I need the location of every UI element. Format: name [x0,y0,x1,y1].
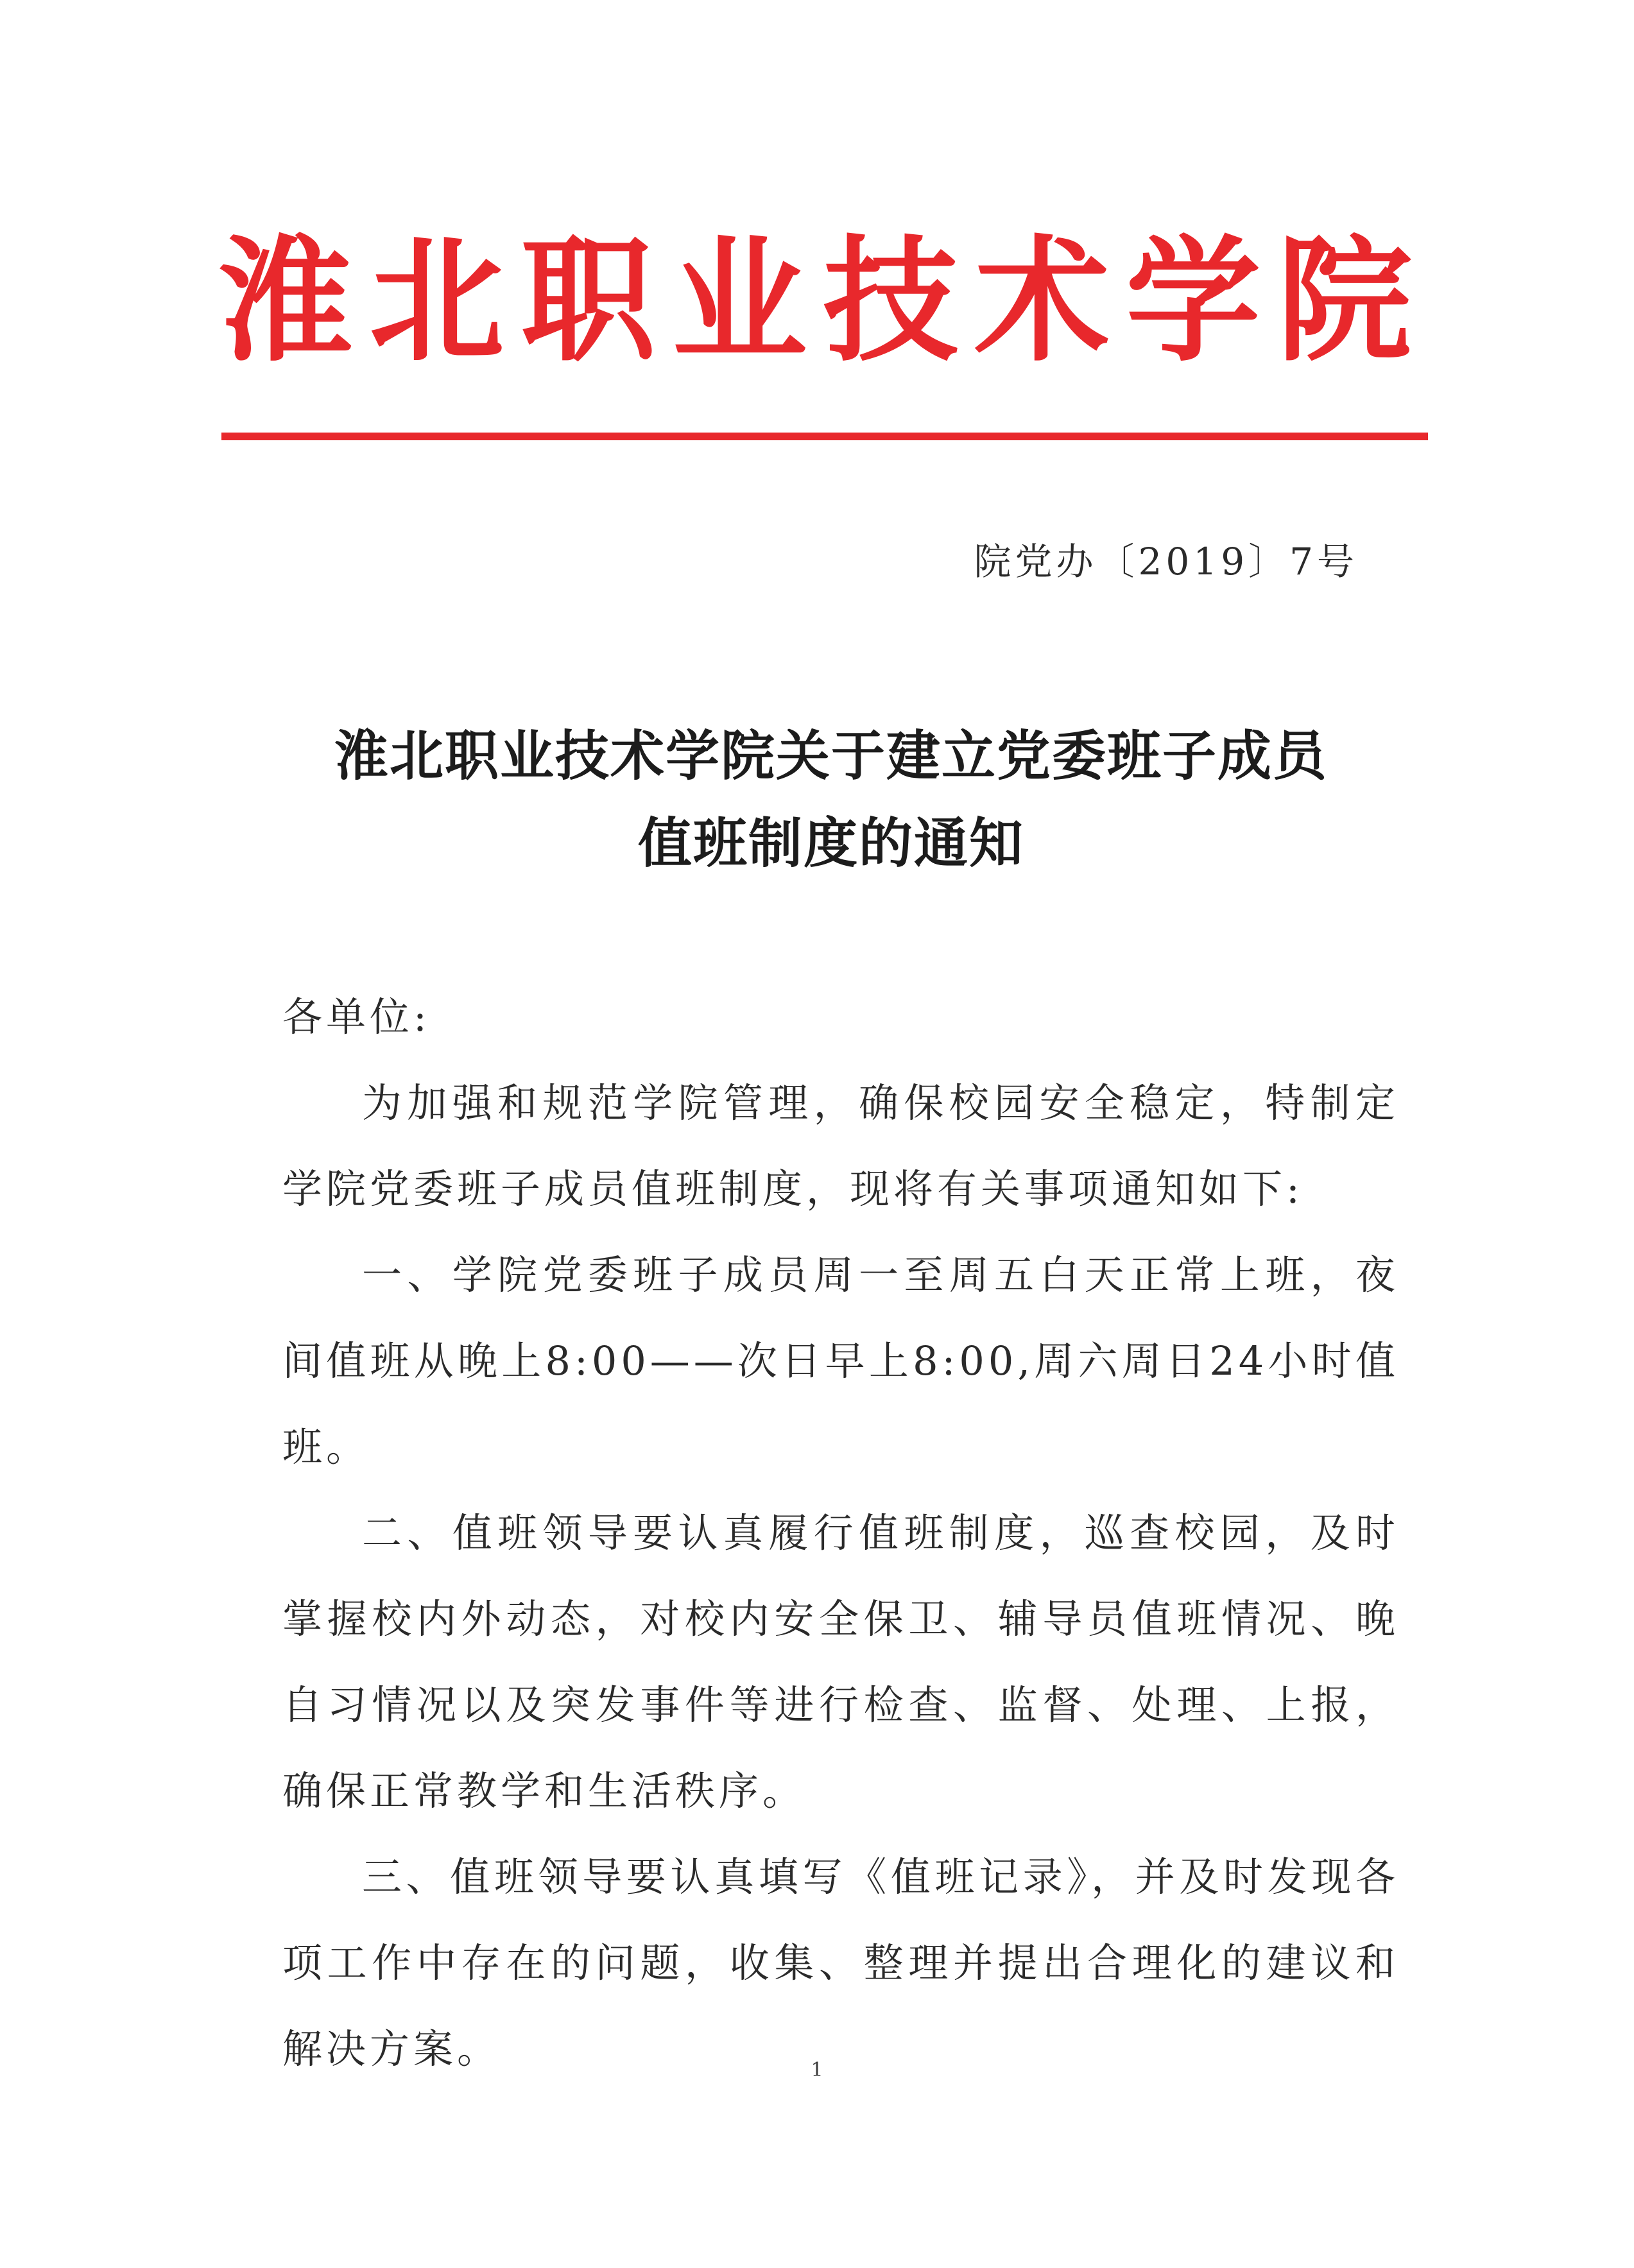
red-divider-line [221,433,1428,440]
masthead-char: 院 [1277,223,1412,380]
masthead-char: 淮 [218,223,354,380]
title-line: 淮北职业技术学院关于建立党委班子成员 [334,724,1328,787]
masthead-char: 技 [823,223,958,380]
page-number: 1 [811,2059,823,2081]
document-title [193,712,1470,887]
body-paragraph: 为加强和规范学院管理，确保校园安全稳定，特制定学院党委班子成员值班制度，现将有关事项通知如下: [282,1079,1399,1212]
masthead-char: 业 [672,223,807,380]
salutation: 各单位: [282,993,431,1040]
body-paragraph: 一、学院党委班子成员周一至周五白天正常上班，夜间值班从晚上8:00——次日早上8:00,周六周日24小时值班。 [282,1251,1399,1470]
institution-masthead [218,218,1412,385]
document-number: 院党办〔2019〕7号 [974,540,1358,583]
masthead-char: 职 [520,223,656,380]
masthead-char: 术 [974,223,1110,380]
masthead-char: 北 [369,223,504,380]
body-paragraph: 三、值班领导要认真填写《值班记录》，并及时发现各项工作中存在的问题，收集、整理并提出合理化的建议和解决方案。 [282,1853,1399,2072]
title-line: 值班制度的通知 [637,811,1024,875]
body-paragraph: 二、值班领导要认真履行值班制度，巡查校园，及时掌握校内外动态，对校内安全保卫、辅导员值班情况、晚自习情况以及突发事件等进行检查、监督、处理、上报，确保正常教学和生活秩序。 [282,1509,1399,1814]
document-body [282,974,1399,2092]
masthead-char: 学 [1126,223,1261,380]
